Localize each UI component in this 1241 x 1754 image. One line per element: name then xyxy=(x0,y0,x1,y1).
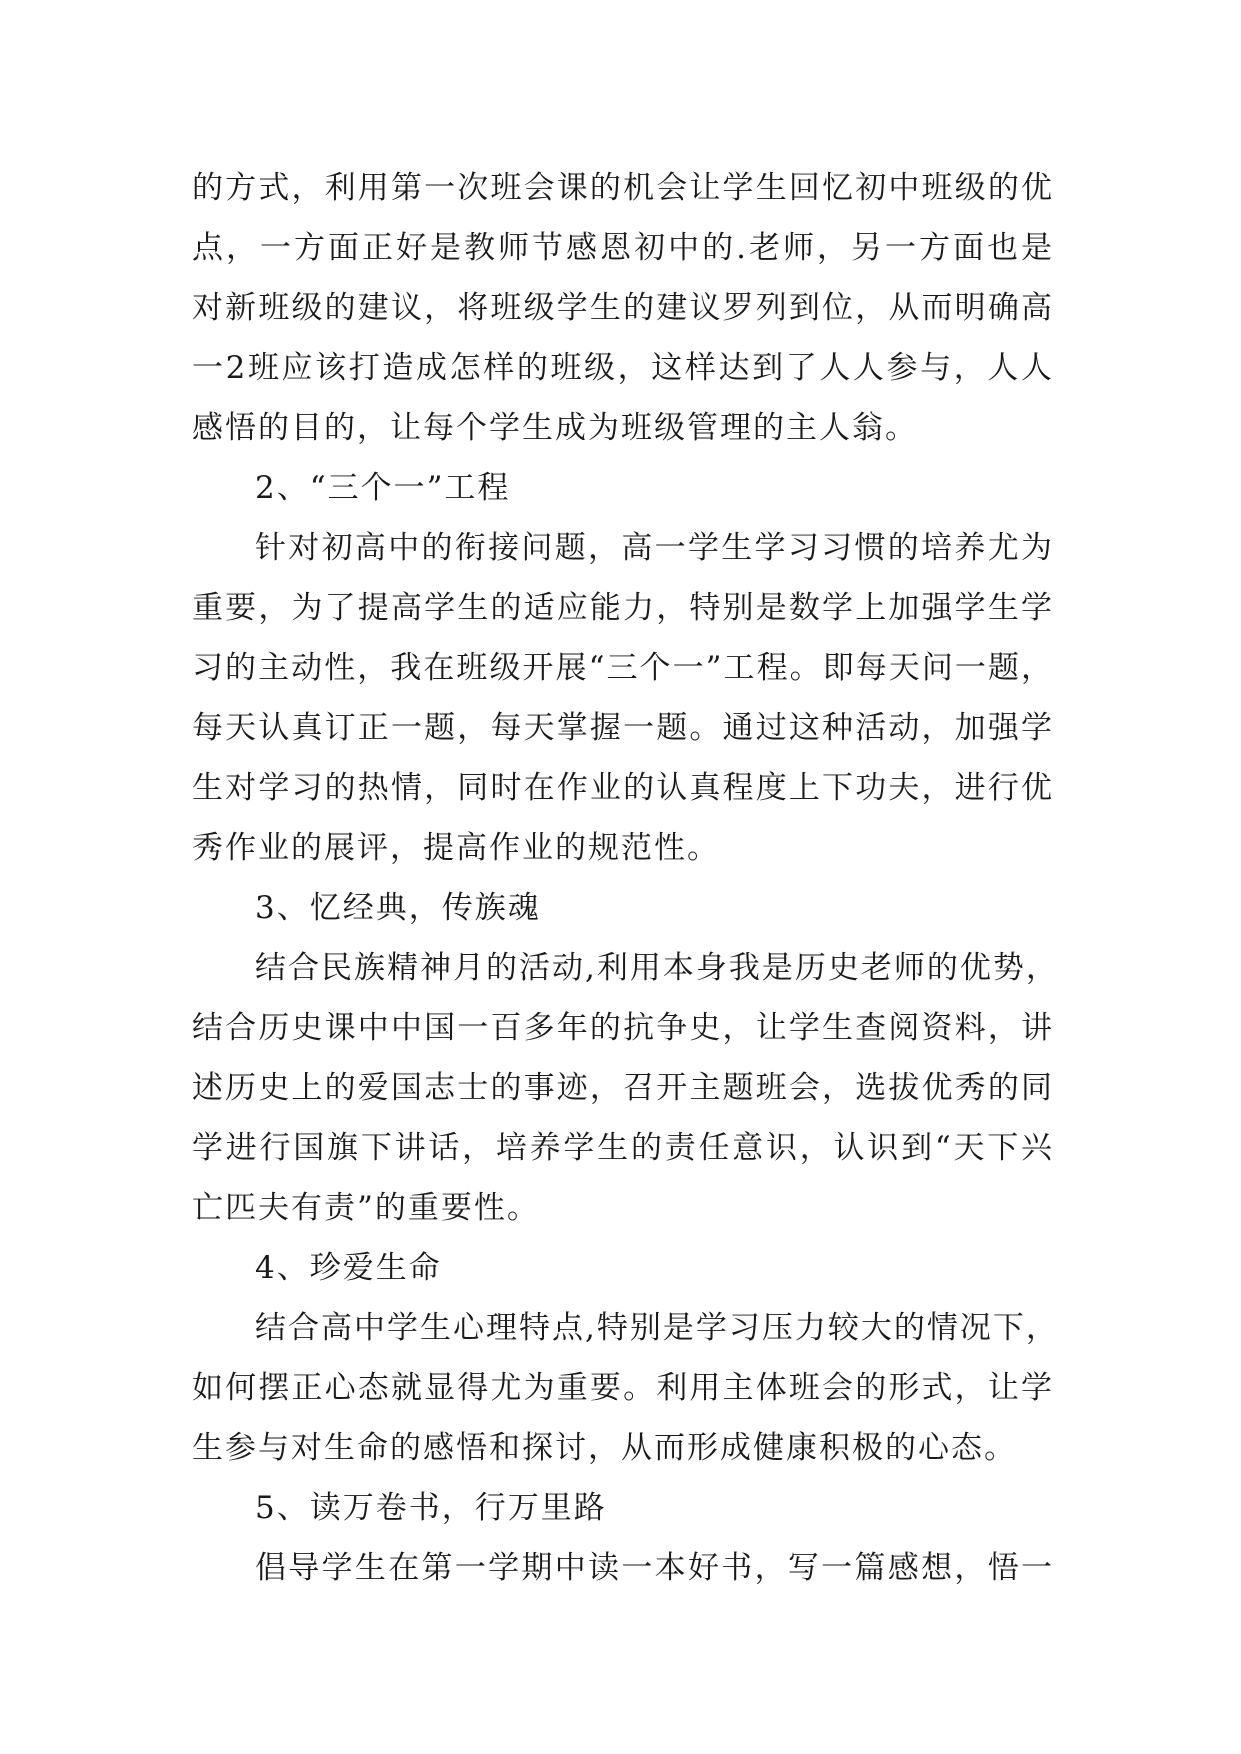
text-line: 述历史上的爱国志士的事迹，召开主题班会，选拔优秀的同 xyxy=(192,1070,1054,1106)
text-line: 结合高中学生心理特点,特别是学习压力较大的情况下， xyxy=(255,1310,1059,1346)
text-line: 生参与对生命的感悟和探讨，从而形成健康积极的心态。 xyxy=(192,1430,1017,1466)
text-line: 学进行国旗下讲话，培养学生的责任意识，认识到“天下兴 xyxy=(192,1130,1054,1166)
text-line: 结合历史课中中国一百多年的抗争史，让学生查阅资料，讲 xyxy=(192,1010,1054,1046)
section-heading: 3、忆经典，传族魂 xyxy=(255,890,541,926)
text-line: 倡导学生在第一学期中读一本好书，写一篇感想，悟一 xyxy=(255,1550,1054,1586)
text-line: 针对初高中的衔接问题，高一学生学习习惯的培养尤为 xyxy=(255,530,1054,566)
text-line: 点，一方面正好是教师节感恩初中的.老师，另一方面也是 xyxy=(192,230,1054,266)
text-line: 一2班应该打造成怎样的班级，这样达到了人人参与，人人 xyxy=(192,350,1054,386)
text-line: 每天认真订正一题，每天掌握一题。通过这种活动，加强学 xyxy=(192,710,1054,746)
section-heading: 5、读万卷书，行万里路 xyxy=(255,1490,607,1526)
text-line: 秀作业的展评，提高作业的规范性。 xyxy=(192,830,720,866)
text-line: 习的主动性，我在班级开展“三个一”工程。即每天问一题， xyxy=(192,650,1054,686)
text-line: 生对学习的热情，同时在作业的认真程度上下功夫，进行优 xyxy=(192,770,1054,806)
text-line: 感悟的目的，让每个学生成为班级管理的主人翁。 xyxy=(192,410,918,446)
text-line: 亡匹夫有责”的重要性。 xyxy=(192,1190,540,1226)
text-line: 对新班级的建议，将班级学生的建议罗列到位，从而明确高 xyxy=(192,290,1054,326)
section-heading: 2、“三个一”工程 xyxy=(255,470,511,506)
text-line: 的方式，利用第一次班会课的机会让学生回忆初中班级的优 xyxy=(192,170,1054,206)
text-line: 重要，为了提高学生的适应能力，特别是数学上加强学生学 xyxy=(192,590,1054,626)
section-heading: 4、珍爱生命 xyxy=(255,1250,442,1286)
text-line: 结合民族精神月的活动,利用本身我是历史老师的优势， xyxy=(255,950,1059,986)
text-line: 如何摆正心态就显得尤为重要。利用主体班会的形式，让学 xyxy=(192,1370,1054,1406)
